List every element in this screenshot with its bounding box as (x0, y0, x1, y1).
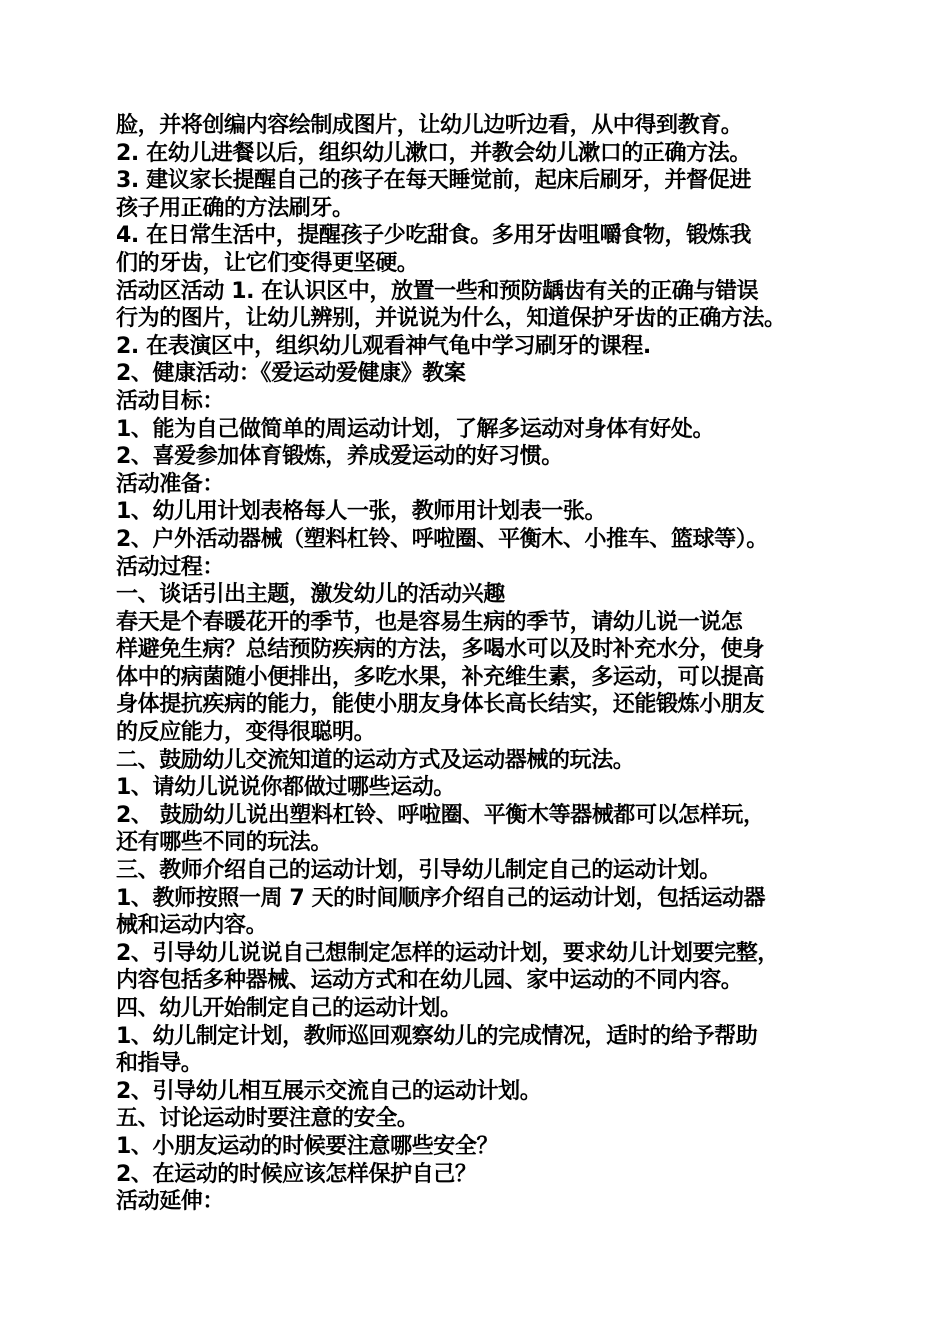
text-line: 1、小朋友运动的时候要注意哪些安全？ (116, 1133, 499, 1159)
text-line: 还有哪些不同的玩法。 (116, 830, 333, 856)
text-line: 2、在运动的时候应该怎样保护自己？ (116, 1161, 477, 1187)
text-line: 孩子用正确的方法刷牙。 (116, 195, 354, 221)
text-line: 2. 在幼儿进餐以后，组织幼儿漱口，并教会幼儿漱口的正确方法。 (116, 140, 751, 166)
text-line: 二、鼓励幼儿交流知道的运动方式及运动器械的玩法。 (116, 747, 635, 773)
text-line: 2、喜爱参加体育锻炼，养成爱运动的好习惯。 (116, 444, 563, 470)
text-line: 四、幼儿开始制定自己的运动计划。 (116, 996, 462, 1021)
text-line: 4. 在日常生活中，提醒孩子少吃甜食。多用牙齿咀嚼食物，锻炼我 (116, 223, 751, 249)
text-line: 2、 鼓励幼儿说出塑料杠铃、呼啦圈、平衡木等器械都可以怎样玩， (116, 802, 765, 828)
text-line: 的反应能力，变得很聪明。 (116, 720, 376, 746)
text-line: 2、户外活动器械（塑料杠铃、呼啦圈、平衡木、小推车、篮球等）。 (116, 526, 768, 552)
text-line: 三、教师介绍自己的运动计划，引导幼儿制定自己的运动计划。 (116, 858, 721, 884)
text-line: 2、健康活动：《爱运动爱健康》教案 (116, 361, 466, 387)
document-body (116, 112, 846, 1216)
text-line: 活动准备： (116, 471, 225, 497)
text-line: 2、引导幼儿说说自己想制定怎样的运动计划，要求幼儿计划要完整， (116, 940, 779, 966)
text-line: 脸，并将创编内容绘制成图片，让幼儿边听边看，从中得到教育。 (116, 113, 743, 138)
text-line: 一、谈话引出主题，激发幼儿的活动兴趣 (116, 582, 505, 608)
text-line: 3. 建议家长提醒自己的孩子在每天睡觉前，起床后刷牙，并督促进 (116, 168, 751, 194)
text-line: 活动延伸： (116, 1189, 225, 1215)
text-line: 1、能为自己做简单的周运动计划，了解多运动对身体有好处。 (116, 416, 715, 442)
text-line: 五、讨论运动时要注意的安全。 (116, 1106, 419, 1132)
text-line: 内容包括多种器械、运动方式和在幼儿园、家中运动的不同内容。 (116, 968, 743, 994)
text-line: 体中的病菌随小便排出，多吃水果，补充维生素，多运动，可以提高 (116, 664, 765, 690)
text-line: 行为的图片，让幼儿辨别，并说说为什么，知道保护牙齿的正确方法。 (116, 306, 786, 332)
text-line: 和指导。 (116, 1051, 203, 1077)
text-line: 1、请幼儿说说你都做过哪些运动。 (116, 775, 455, 801)
text-line: 样避免生病？总结预防疾病的方法，多喝水可以及时补充水分，使身 (116, 637, 765, 663)
text-line: 2. 在表演区中，组织幼儿观看神气龟中学习刷牙的课程. (116, 333, 651, 359)
text-line: 春天是个春暖花开的季节，也是容易生病的季节，请幼儿说一说怎 (116, 609, 743, 635)
text-line: 2、引导幼儿相互展示交流自己的运动计划。 (116, 1078, 542, 1104)
text-line: 械和运动内容。 (116, 913, 268, 939)
text-line: 活动过程： (116, 554, 225, 580)
text-line: 活动目标： (116, 388, 225, 414)
text-line: 身体提抗疾病的能力，能使小朋友身体长高长结实，还能锻炼小朋友 (116, 692, 765, 718)
text-line: 们的牙齿，让它们变得更坚硬。 (116, 250, 419, 276)
text-line: 1、教师按照一周 7 天的时间顺序介绍自己的运动计划，包括运动器 (116, 885, 766, 911)
text-line: 1、幼儿制定计划，教师巡回观察幼儿的完成情况，适时的给予帮助 (116, 1023, 758, 1049)
text-line: 1、幼儿用计划表格每人一张，教师用计划表一张。 (116, 499, 607, 525)
text-line: 活动区活动 1. 在认识区中，放置一些和预防龋齿有关的正确与错误 (116, 278, 759, 304)
